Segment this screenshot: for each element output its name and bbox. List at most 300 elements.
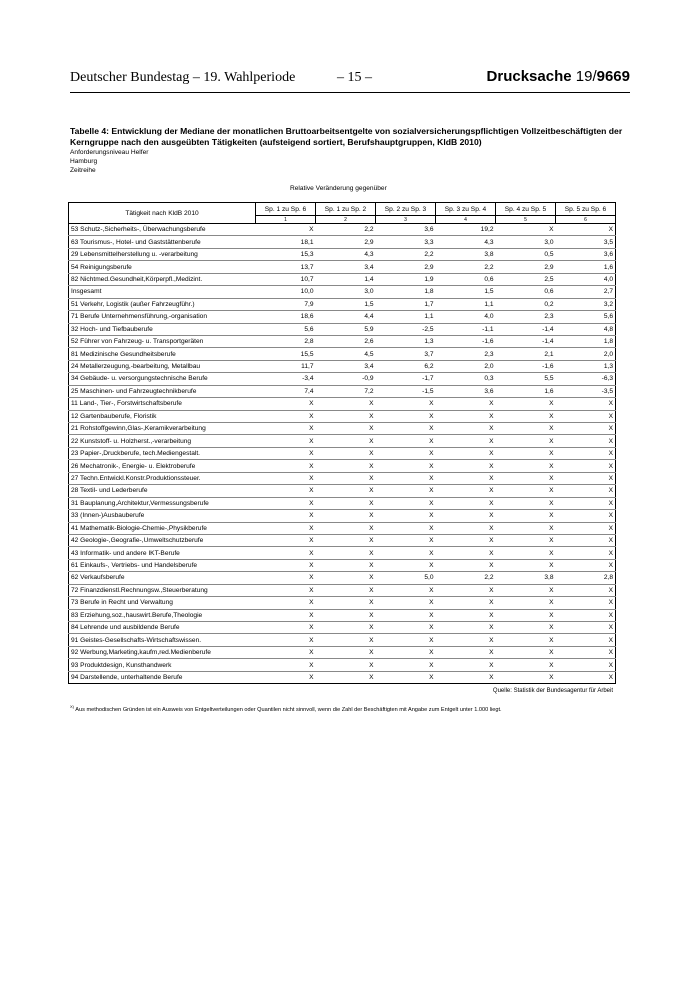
- cell-value: X: [436, 522, 496, 534]
- table-row: [69, 348, 616, 360]
- row-label: 62 Verkaufsberufe: [69, 572, 256, 584]
- cell-value: X: [436, 671, 496, 683]
- cell-value: 3,3: [376, 236, 436, 248]
- column-number: 5: [496, 216, 556, 224]
- table-row: [69, 360, 616, 372]
- cell-value: X: [256, 398, 316, 410]
- cell-value: X: [556, 224, 616, 236]
- column-number: 1: [256, 216, 316, 224]
- relative-change-label: Relative Veränderung gegenüber: [290, 185, 387, 192]
- cell-value: 3,6: [436, 385, 496, 397]
- row-label: 41 Mathematik-Biologie-Chemie-,Physikberufe: [69, 522, 256, 534]
- cell-value: X: [376, 646, 436, 658]
- cell-value: X: [256, 447, 316, 459]
- table-row: [69, 286, 616, 298]
- column-header: Sp. 4 zu Sp. 5: [496, 203, 556, 216]
- cell-value: 3,8: [496, 572, 556, 584]
- cell-value: X: [496, 460, 556, 472]
- row-label: 51 Verkehr, Logistik (außer Fahrzeugführ.): [69, 298, 256, 310]
- cell-value: X: [496, 485, 556, 497]
- row-label: 24 Metallerzeugung,-bearbeitung, Metallbau: [69, 360, 256, 372]
- table-row: [69, 224, 616, 236]
- table-row: [69, 273, 616, 285]
- table-row: [69, 410, 616, 422]
- cell-value: 5,5: [496, 373, 556, 385]
- cell-value: X: [376, 659, 436, 671]
- column-header-activity: Tätigkeit nach KldB 2010: [69, 203, 256, 224]
- cell-value: -6,3: [556, 373, 616, 385]
- cell-value: 1,4: [316, 273, 376, 285]
- cell-value: X: [556, 447, 616, 459]
- cell-value: X: [436, 423, 496, 435]
- row-label: 31 Bauplanung,Architektur,Vermessungsberufe: [69, 497, 256, 509]
- cell-value: X: [496, 423, 556, 435]
- cell-value: X: [556, 534, 616, 546]
- cell-value: X: [496, 522, 556, 534]
- row-label: 28 Textil- und Lederberufe: [69, 485, 256, 497]
- cell-value: 2,8: [556, 572, 616, 584]
- cell-value: 1,3: [376, 335, 436, 347]
- cell-value: X: [436, 547, 496, 559]
- cell-value: 10,7: [256, 273, 316, 285]
- cell-value: 5,6: [556, 311, 616, 323]
- column-number: 2: [316, 216, 376, 224]
- cell-value: 11,7: [256, 360, 316, 372]
- cell-value: 2,7: [556, 286, 616, 298]
- meta-region: Hamburg: [70, 158, 98, 165]
- table-row: [69, 547, 616, 559]
- row-label: 29 Lebensmittelherstellung u. -verarbeitung: [69, 248, 256, 260]
- cell-value: X: [556, 609, 616, 621]
- table-row: [69, 584, 616, 596]
- cell-value: X: [556, 522, 616, 534]
- cell-value: X: [436, 510, 496, 522]
- cell-value: 2,0: [436, 360, 496, 372]
- table-row: [69, 472, 616, 484]
- cell-value: X: [556, 472, 616, 484]
- cell-value: 2,2: [436, 261, 496, 273]
- header-doc-label: Drucksache: [486, 68, 572, 85]
- cell-value: 1,8: [556, 335, 616, 347]
- cell-value: X: [496, 497, 556, 509]
- cell-value: X: [556, 622, 616, 634]
- cell-value: X: [316, 472, 376, 484]
- cell-value: -0,9: [316, 373, 376, 385]
- row-label: 43 Informatik- und andere IKT-Berufe: [69, 547, 256, 559]
- cell-value: 1,1: [436, 298, 496, 310]
- cell-value: X: [316, 485, 376, 497]
- cell-value: X: [256, 510, 316, 522]
- row-label: 83 Erziehung,soz.,hauswirt.Berufe,Theologie: [69, 609, 256, 621]
- cell-value: X: [256, 584, 316, 596]
- cell-value: 1,5: [436, 286, 496, 298]
- cell-value: X: [436, 472, 496, 484]
- cell-value: 3,4: [316, 360, 376, 372]
- cell-value: X: [376, 584, 436, 596]
- source-note: Quelle: Statistik der Bundesagentur für Arbeit: [492, 688, 613, 694]
- cell-value: X: [496, 547, 556, 559]
- cell-value: -2,5: [376, 323, 436, 335]
- cell-value: 3,6: [376, 224, 436, 236]
- cell-value: X: [436, 497, 496, 509]
- cell-value: 15,5: [256, 348, 316, 360]
- cell-value: X: [376, 510, 436, 522]
- cell-value: X: [436, 659, 496, 671]
- row-label: 72 Finanzdienstl.Rechnungsw.,Steuerberatung: [69, 584, 256, 596]
- row-label: 32 Hoch- und Tiefbauberufe: [69, 323, 256, 335]
- cell-value: X: [376, 547, 436, 559]
- cell-value: X: [316, 447, 376, 459]
- cell-value: 2,5: [496, 273, 556, 285]
- table-row: [69, 447, 616, 459]
- cell-value: X: [556, 559, 616, 571]
- cell-value: -1,1: [436, 323, 496, 335]
- cell-value: X: [256, 522, 316, 534]
- table-row: [69, 248, 616, 260]
- cell-value: 7,9: [256, 298, 316, 310]
- table-row: [69, 398, 616, 410]
- cell-value: X: [496, 584, 556, 596]
- table-row: [69, 572, 616, 584]
- cell-value: X: [376, 497, 436, 509]
- cell-value: 3,7: [376, 348, 436, 360]
- cell-value: X: [376, 634, 436, 646]
- cell-value: X: [316, 423, 376, 435]
- cell-value: 3,4: [316, 261, 376, 273]
- cell-value: X: [376, 423, 436, 435]
- cell-value: 0,2: [496, 298, 556, 310]
- cell-value: X: [556, 584, 616, 596]
- cell-value: 3,8: [436, 248, 496, 260]
- cell-value: X: [556, 435, 616, 447]
- cell-value: 2,3: [436, 348, 496, 360]
- cell-value: 3,6: [556, 248, 616, 260]
- cell-value: X: [496, 659, 556, 671]
- cell-value: X: [436, 435, 496, 447]
- cell-value: 5,6: [256, 323, 316, 335]
- header-doc-number: 9669: [596, 68, 630, 85]
- column-header: Sp. 1 zu Sp. 2: [316, 203, 376, 216]
- cell-value: X: [556, 423, 616, 435]
- cell-value: 4,0: [436, 311, 496, 323]
- table-row: [69, 671, 616, 683]
- table-row: [69, 597, 616, 609]
- cell-value: X: [256, 485, 316, 497]
- row-label: 94 Darstellende, unterhaltende Berufe: [69, 671, 256, 683]
- cell-value: X: [496, 559, 556, 571]
- table-row: [69, 323, 616, 335]
- cell-value: X: [316, 671, 376, 683]
- cell-value: 1,5: [316, 298, 376, 310]
- data-table: [68, 202, 616, 684]
- cell-value: X: [256, 534, 316, 546]
- cell-value: X: [496, 646, 556, 658]
- table-row: [69, 609, 616, 621]
- cell-value: X: [496, 634, 556, 646]
- cell-value: -3,5: [556, 385, 616, 397]
- cell-value: X: [256, 622, 316, 634]
- column-number: 4: [436, 216, 496, 224]
- cell-value: X: [376, 410, 436, 422]
- cell-value: 4,0: [556, 273, 616, 285]
- cell-value: X: [556, 485, 616, 497]
- cell-value: X: [496, 622, 556, 634]
- cell-value: 5,9: [316, 323, 376, 335]
- table-row: [69, 522, 616, 534]
- cell-value: X: [316, 609, 376, 621]
- cell-value: 1,6: [496, 385, 556, 397]
- row-label: 93 Produktdesign, Kunsthandwerk: [69, 659, 256, 671]
- table-row: [69, 435, 616, 447]
- cell-value: X: [316, 572, 376, 584]
- cell-value: X: [496, 597, 556, 609]
- row-label: 54 Reinigungsberufe: [69, 261, 256, 273]
- cell-value: X: [316, 559, 376, 571]
- cell-value: 0,6: [496, 286, 556, 298]
- cell-value: X: [556, 634, 616, 646]
- cell-value: 1,8: [376, 286, 436, 298]
- cell-value: X: [316, 659, 376, 671]
- column-header: Sp. 2 zu Sp. 3: [376, 203, 436, 216]
- row-label: 23 Papier-,Druckberufe, tech.Mediengestalt.: [69, 447, 256, 459]
- cell-value: X: [316, 522, 376, 534]
- cell-value: X: [256, 460, 316, 472]
- cell-value: 3,2: [556, 298, 616, 310]
- cell-value: 1,7: [376, 298, 436, 310]
- table-row: [69, 497, 616, 509]
- cell-value: 0,6: [436, 273, 496, 285]
- cell-value: -3,4: [256, 373, 316, 385]
- table-row: [69, 646, 616, 658]
- cell-value: X: [436, 460, 496, 472]
- table-row: [69, 510, 616, 522]
- cell-value: X: [256, 435, 316, 447]
- cell-value: X: [436, 597, 496, 609]
- row-label: 25 Maschinen- und Fahrzeugtechnikberufe: [69, 385, 256, 397]
- cell-value: X: [376, 398, 436, 410]
- cell-value: X: [316, 622, 376, 634]
- table-row: [69, 423, 616, 435]
- cell-value: X: [556, 547, 616, 559]
- cell-value: X: [496, 472, 556, 484]
- cell-value: 2,0: [556, 348, 616, 360]
- cell-value: X: [376, 671, 436, 683]
- cell-value: X: [256, 423, 316, 435]
- cell-value: X: [556, 659, 616, 671]
- table-row: [69, 622, 616, 634]
- cell-value: X: [436, 485, 496, 497]
- cell-value: 2,2: [316, 224, 376, 236]
- row-label: 27 Techn.Entwickl.Konstr.Produktionssteuer.: [69, 472, 256, 484]
- row-label: Insgesamt: [69, 286, 256, 298]
- cell-value: X: [256, 572, 316, 584]
- cell-value: X: [436, 410, 496, 422]
- cell-value: 4,8: [556, 323, 616, 335]
- column-number: 6: [556, 216, 616, 224]
- header-page-number: – 15 –: [337, 70, 372, 85]
- cell-value: X: [436, 398, 496, 410]
- cell-value: 13,7: [256, 261, 316, 273]
- cell-value: -1,4: [496, 335, 556, 347]
- cell-value: X: [376, 460, 436, 472]
- cell-value: X: [316, 410, 376, 422]
- cell-value: X: [556, 460, 616, 472]
- table-row: [69, 485, 616, 497]
- cell-value: 18,6: [256, 311, 316, 323]
- cell-value: 5,0: [376, 572, 436, 584]
- cell-value: X: [556, 510, 616, 522]
- cell-value: X: [376, 435, 436, 447]
- cell-value: X: [256, 410, 316, 422]
- row-label: 81 Medizinische Gesundheitsberufe: [69, 348, 256, 360]
- cell-value: X: [316, 646, 376, 658]
- cell-value: 2,2: [436, 572, 496, 584]
- row-label: 63 Tourismus-, Hotel- und Gaststättenberufe: [69, 236, 256, 248]
- table-title: Tabelle 4: Entwicklung der Mediane der monatlichen Bruttoarbeitsentgelte von sozialversicherungspflichtigen Vollzeitbeschäftigten der Kerngruppe nach den ausgeübten Tätigkeiten (aufsteigend sortiert, Berufshauptgruppen, KldB 2010): [70, 126, 623, 147]
- row-label: 21 Rohstoffgewinn,Glas-,Keramikverarbeitung: [69, 423, 256, 435]
- cell-value: X: [376, 622, 436, 634]
- cell-value: X: [496, 398, 556, 410]
- cell-value: 2,6: [316, 335, 376, 347]
- cell-value: X: [316, 398, 376, 410]
- cell-value: X: [436, 634, 496, 646]
- cell-value: 1,3: [556, 360, 616, 372]
- cell-value: X: [376, 472, 436, 484]
- footnote: [70, 704, 630, 713]
- row-label: 22 Kunststoff- u. Holzherst.,-verarbeitung: [69, 435, 256, 447]
- cell-value: -1,6: [496, 360, 556, 372]
- cell-value: X: [256, 634, 316, 646]
- table-row: [69, 261, 616, 273]
- row-label: 73 Berufe in Recht und Verwaltung: [69, 597, 256, 609]
- cell-value: X: [436, 534, 496, 546]
- cell-value: X: [316, 634, 376, 646]
- cell-value: X: [256, 646, 316, 658]
- table-row: [69, 311, 616, 323]
- cell-value: 18,1: [256, 236, 316, 248]
- cell-value: X: [316, 547, 376, 559]
- cell-value: X: [376, 534, 436, 546]
- footnote-marker: X): [70, 704, 74, 709]
- column-header: Sp. 1 zu Sp. 6: [256, 203, 316, 216]
- cell-value: X: [376, 609, 436, 621]
- column-header: Sp. 5 zu Sp. 6: [556, 203, 616, 216]
- cell-value: X: [556, 398, 616, 410]
- table-row: [69, 534, 616, 546]
- cell-value: 0,5: [496, 248, 556, 260]
- cell-value: X: [316, 597, 376, 609]
- row-label: 52 Führer von Fahrzeug- u. Transportgeräten: [69, 335, 256, 347]
- cell-value: X: [316, 510, 376, 522]
- table-row: [69, 373, 616, 385]
- cell-value: 4,3: [436, 236, 496, 248]
- cell-value: X: [256, 659, 316, 671]
- cell-value: X: [256, 559, 316, 571]
- cell-value: X: [256, 671, 316, 683]
- cell-value: X: [256, 497, 316, 509]
- table-row: [69, 335, 616, 347]
- cell-value: X: [316, 435, 376, 447]
- cell-value: X: [496, 410, 556, 422]
- row-label: 71 Berufe Unternehmensführung,-organisation: [69, 311, 256, 323]
- meta-level: Anforderungsniveau Helfer: [70, 149, 149, 156]
- cell-value: X: [316, 497, 376, 509]
- cell-value: X: [436, 609, 496, 621]
- cell-value: 2,2: [376, 248, 436, 260]
- cell-value: 3,5: [556, 236, 616, 248]
- cell-value: 4,5: [316, 348, 376, 360]
- cell-value: X: [496, 534, 556, 546]
- cell-value: X: [376, 522, 436, 534]
- row-label: 33 (Innen-)Ausbauberufe: [69, 510, 256, 522]
- row-label: 61 Einkaufs-, Vertriebs- und Handelsberufe: [69, 559, 256, 571]
- row-label: 42 Geologie-,Geografie-,Umweltschutzberufe: [69, 534, 256, 546]
- cell-value: X: [496, 447, 556, 459]
- cell-value: X: [556, 497, 616, 509]
- cell-value: X: [496, 671, 556, 683]
- cell-value: 2,3: [496, 311, 556, 323]
- cell-value: 2,9: [316, 236, 376, 248]
- cell-value: X: [436, 559, 496, 571]
- cell-value: X: [316, 460, 376, 472]
- table-row: [69, 460, 616, 472]
- cell-value: X: [556, 646, 616, 658]
- row-label: 84 Lehrende und ausbildende Berufe: [69, 622, 256, 634]
- cell-value: X: [496, 609, 556, 621]
- table-row: [69, 298, 616, 310]
- cell-value: X: [496, 224, 556, 236]
- row-label: 53 Schutz-,Sicherheits-, Überwachungsberufe: [69, 224, 256, 236]
- cell-value: X: [556, 671, 616, 683]
- header-document-number: [487, 68, 630, 85]
- cell-value: 19,2: [436, 224, 496, 236]
- column-number: 3: [376, 216, 436, 224]
- cell-value: X: [316, 584, 376, 596]
- cell-value: X: [436, 584, 496, 596]
- cell-value: 15,3: [256, 248, 316, 260]
- cell-value: X: [436, 622, 496, 634]
- cell-value: 2,9: [376, 261, 436, 273]
- cell-value: 1,6: [556, 261, 616, 273]
- cell-value: X: [556, 597, 616, 609]
- header-doc-period: 19/: [575, 68, 597, 85]
- page-header: [70, 68, 630, 93]
- row-label: 91 Geistes-Gesellschafts-Wirtschaftswissen.: [69, 634, 256, 646]
- cell-value: 4,3: [316, 248, 376, 260]
- cell-value: 3,0: [496, 236, 556, 248]
- row-label: 92 Werbung,Marketing,kaufm,red.Medienberufe: [69, 646, 256, 658]
- cell-value: 3,0: [316, 286, 376, 298]
- cell-value: X: [256, 224, 316, 236]
- cell-value: X: [556, 410, 616, 422]
- cell-value: X: [436, 646, 496, 658]
- cell-value: 4,4: [316, 311, 376, 323]
- cell-value: X: [496, 510, 556, 522]
- cell-value: 7,2: [316, 385, 376, 397]
- cell-value: 2,9: [496, 261, 556, 273]
- footnote-text: Aus methodischen Gründen ist ein Ausweis von Entgeltverteilungen oder Quantilen nicht sinnvoll, wenn die Zahl der Beschäftigten mit Angabe zum Entgelt unter 1.000 liegt.: [75, 706, 502, 713]
- cell-value: X: [376, 485, 436, 497]
- table-row: [69, 385, 616, 397]
- table-row: [69, 659, 616, 671]
- row-label: 12 Gartenbauberufe, Floristik: [69, 410, 256, 422]
- row-label: 11 Land-, Tier-, Forstwirtschaftsberufe: [69, 398, 256, 410]
- row-label: 26 Mechatronik-, Energie- u. Elektroberufe: [69, 460, 256, 472]
- cell-value: 1,1: [376, 311, 436, 323]
- table-row: [69, 236, 616, 248]
- cell-value: X: [376, 447, 436, 459]
- cell-value: X: [496, 435, 556, 447]
